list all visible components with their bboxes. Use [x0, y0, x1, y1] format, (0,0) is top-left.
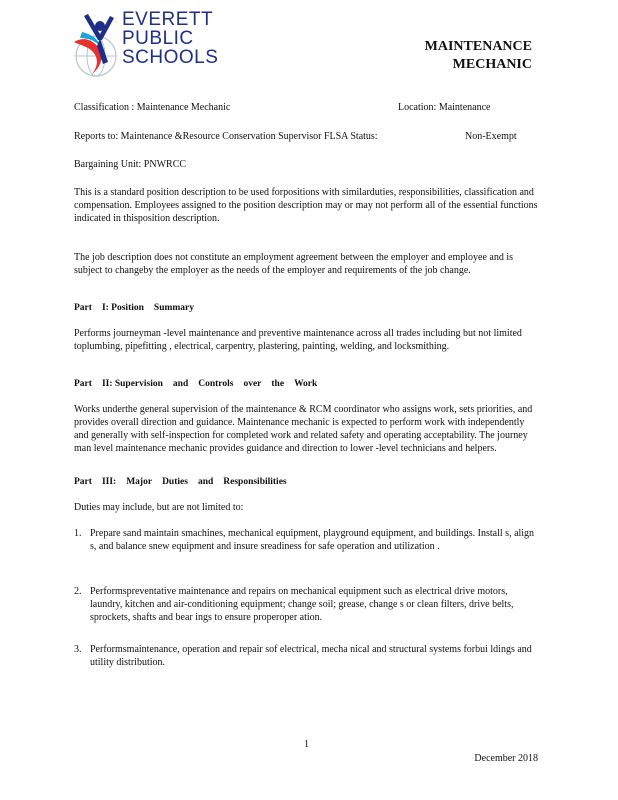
duty-number: 3. [74, 644, 82, 655]
flsa-status-value: Non-Exempt [465, 131, 517, 142]
logo-wordmark [122, 10, 218, 67]
part-3-heading-word: Major [126, 477, 153, 487]
part-2-heading-word: the [271, 379, 285, 389]
duty-text: Performspreventative maintenance and repairs on mechanical equipment such as electrical drive motors, laundry, kitchen and air-conditioning equipment; change soil; grease, change s or clean filters, drive belts, sprockets, shafts and bear ings to ensure properoper ation. [90, 586, 514, 623]
part-1-paragraph: Performs journeyman -level maintenance and preventive maintenance across all trades including but not limited toplumbing, pipefitting , electrical, carpentry, plastering, painting, welding, and locksmithing. [74, 328, 522, 352]
part-2-heading-word: Controls [198, 379, 234, 389]
part-1-heading-word: Part [74, 303, 92, 313]
logo-line-public: PUBLIC [122, 28, 194, 49]
document-title [425, 38, 532, 74]
part-1-heading-word: I: Position [101, 303, 144, 313]
title-line-1: MAINTENANCE [424, 39, 532, 54]
page-number: 1 [304, 739, 309, 750]
part-2-heading-word: Work [294, 379, 318, 389]
footer-date: December 2018 [474, 753, 538, 764]
part-3-intro: Duties may include, but are not limited to: [74, 502, 244, 513]
part-2-heading-word: II: Supervision [101, 379, 163, 389]
logo-figure-icon [70, 10, 126, 80]
part-3-heading-word: Responsibilities [223, 477, 287, 487]
part-2-heading [74, 379, 327, 389]
part-3-heading-word: Part [74, 477, 92, 487]
part-2-heading-word: Part [74, 379, 92, 389]
duty-text: Performsmaintenance, operation and repair sof electrical, mecha nical and structural systems forbui ldings and utility distribution. [90, 644, 532, 668]
part-3-heading-word: and [197, 477, 214, 487]
disclaimer-paragraph: The job description does not constitute an employment agreement between the employer and employee and is subject to changeby the employer as the needs of the employer and requirements of the job change. [74, 252, 514, 276]
title-line-2: MECHANIC [452, 57, 532, 72]
part-1-heading-word: Summary [153, 303, 195, 313]
part-1-heading [74, 303, 204, 313]
bargaining-unit-text: Bargaining Unit: PNWRCC [74, 159, 187, 170]
part-2-heading-word: and [172, 379, 189, 389]
intro-paragraph: This is a standard position description to be used forpositions with similarduties, responsibilities, classification and compensation. Employees assigned to the position description may or may not perform all of the essential functions indicated in thisposition description. [74, 187, 538, 224]
logo-line-schools: SCHOOLS [122, 47, 219, 68]
duty-number: 2. [74, 586, 82, 597]
reports-to-text: Reports to: Maintenance &Resource Conservation Supervisor FLSA Status: [74, 131, 378, 142]
logo-line-everett: EVERETT [122, 9, 214, 30]
part-3-heading-word: III: [101, 477, 117, 487]
everett-public-schools-logo [70, 10, 240, 82]
duty-number: 1. [74, 528, 82, 539]
part-3-heading-word: Duties [162, 477, 188, 487]
part-3-heading [74, 477, 297, 487]
part-2-paragraph: Works underthe general supervision of the maintenance & RCM coordinator who assigns work, sets priorities, and provides overall direction and guidance. Maintenance mechanic is expected to perform work with independently and generally with self-inspection for completed work and related safety and operating acceptability. The journey man level maintenance mechanic provides guidance and direction to lower -level technicians and helpers. [74, 404, 533, 454]
duty-text: Prepare sand maintain smachines, mechanical equipment, playground equipment, and buildings. Install s, align s, and balance snew equipment and insure sreadiness for safe operation and utilization . [90, 528, 535, 552]
part-2-heading-word: over [243, 379, 262, 389]
location-text: Location: Maintenance [398, 102, 491, 113]
classification-text: Classification : Maintenance Mechanic [74, 102, 231, 113]
